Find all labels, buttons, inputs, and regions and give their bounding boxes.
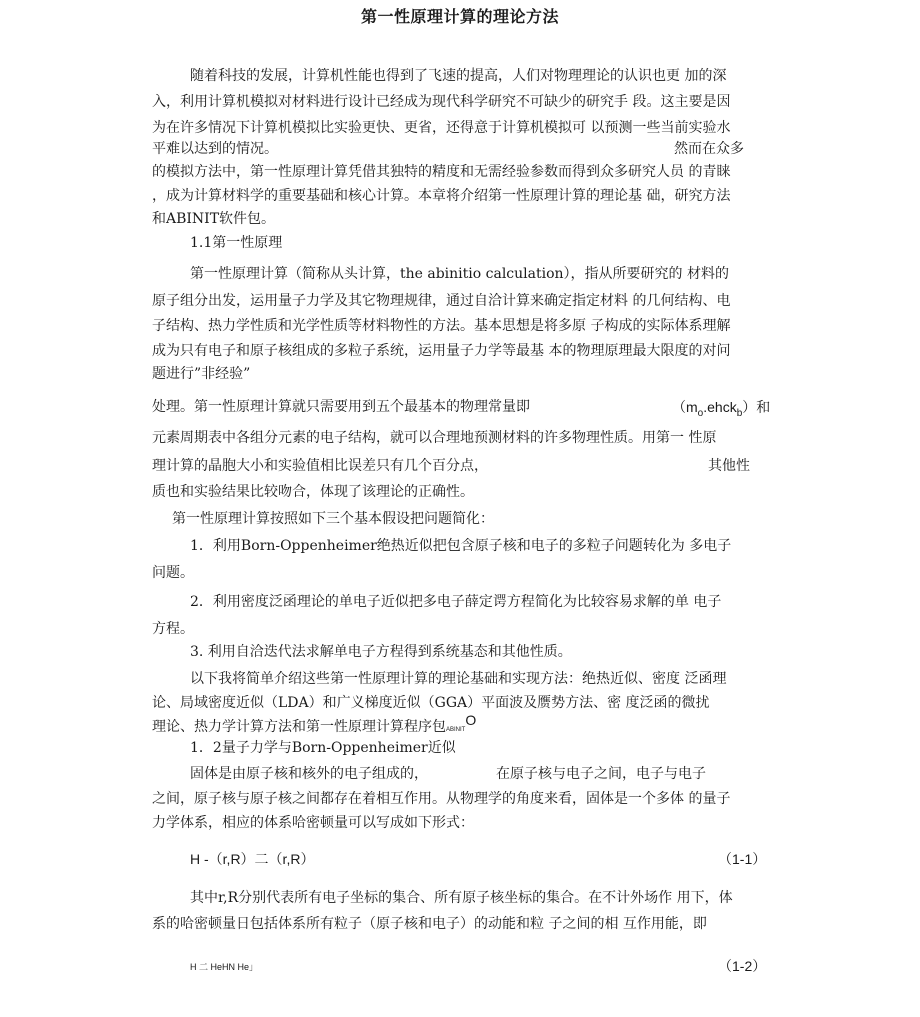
- assumption-3: 3. 利用自洽迭代法求解单电子方程得到系统基态和其他性质。: [190, 644, 572, 660]
- physical-constants: [672, 397, 770, 424]
- para3-line-2: 元素周期表中各组分元素的电子结构，就可以合理地预测材料的许多物理性质。用第一 性原: [152, 430, 717, 446]
- para4-line-3: [152, 712, 477, 740]
- para3-line-3-right: 其他性: [708, 458, 750, 474]
- equation-1-2: H 二 HeHN He」: [190, 962, 259, 972]
- para5-line-2: 之间，原子核与原子核之间都存在着相互作用。从物理学的角度来看，固体是一个多体 的量子: [152, 791, 731, 807]
- equation-1-1-number: （1-1）: [718, 851, 767, 867]
- equation-1-2-number: （1-2）: [718, 958, 767, 974]
- para5-line-3: 力学体系，相应的体系哈密顿量可以写成如下形式：: [152, 815, 474, 831]
- para3-line-1: 处理。第一性原理计算就只需要用到五个最基本的物理常量即: [152, 399, 530, 415]
- page-title: 第一性原理计算的理论方法: [360, 7, 559, 26]
- abinit-tiny-label: ABINIT: [446, 727, 466, 733]
- intro-line-6: ，成为计算材料学的重要基础和核心计算。本章将介绍第一性原理计算的理论基 础，研究方法: [152, 188, 731, 204]
- intro-line-2: 入，利用计算机模拟对材料进行设计已经成为现代科学研究不可缺少的研究手 段。这主要是因: [152, 94, 731, 110]
- para2-line-2: 原子组分出发，运用量子力学及其它物理规律，通过自洽计算来确定指定材料 的几何结构、电: [152, 293, 731, 309]
- constants-sub-b: b: [736, 407, 743, 419]
- constants-mid: .ehck: [703, 399, 737, 415]
- intro-line-4: 平难以达到的情况。: [152, 141, 278, 157]
- para6-line-1: 其中r,R分别代表所有电子坐标的集合、所有原子核坐标的集合。在不计外场作 用下，体: [190, 890, 733, 906]
- assumption-2: 2．利用密度泛函理论的单电子近似把多电子薛定谔方程简化为比较容易求解的单 电子: [190, 594, 722, 610]
- intro-line-5: 的模拟方法中，第一性原理计算凭借其独特的精度和无需经验参数而得到众多研究人员 的青睐: [152, 164, 731, 180]
- constants-sub-o: o: [697, 407, 704, 419]
- para2-line-5: 题进行”非经验”: [152, 366, 251, 382]
- para3-line-3: 理计算的晶胞大小和实验值相比误差只有几个百分点，: [152, 458, 488, 474]
- assumption-intro: 第一性原理计算按照如下三个基本假设把问题简化：: [172, 511, 494, 527]
- para5-line-1-right: 在原子核与电子之间，电子与电子: [496, 766, 706, 782]
- para2-line-1: 第一性原理计算（简称从头计算，the abinitio calculation），指从所要研究的 材料的: [190, 266, 729, 282]
- section-heading-1-1: 1.1第一性原理: [190, 235, 283, 251]
- abinit-mark: O: [465, 712, 477, 728]
- section-heading-1-2: 1．2量子力学与Born-Oppenheimer近似: [190, 740, 456, 756]
- assumption-2-cont: 方程。: [152, 621, 194, 637]
- constants-close: ）和: [742, 399, 771, 415]
- para4-line-1: 以下我将简单介绍这些第一性原理计算的理论基础和实现方法：绝热近似、密度 泛函理: [190, 671, 727, 687]
- constants-open: （m: [672, 399, 698, 415]
- para3-line-4: 质也和实验结果比较吻合，体现了该理论的正确性。: [152, 484, 474, 500]
- intro-line-1: 随着科技的发展，计算机性能也得到了飞速的提高，人们对物理理论的认识也更 加的深: [190, 68, 727, 84]
- assumption-1: 1．利用Born-Oppenheimer绝热近似把包含原子核和电子的多粒子问题转化为 多电子: [190, 538, 732, 554]
- intro-line-7: 和ABINIT软件包。: [152, 211, 276, 227]
- para5-line-1: 固体是由原子核和核外的电子组成的，: [190, 766, 428, 782]
- para4-line-3-text: 理论、热力学计算方法和第一性原理计算程序包: [152, 719, 446, 735]
- intro-line-4-right: 然而在众多: [674, 141, 744, 157]
- para2-line-4: 成为只有电子和原子核组成的多粒子系统，运用量子力学等最基 本的物理原理最大限度的对问: [152, 343, 731, 359]
- para2-line-3: 子结构、热力学性质和光学性质等材料物性的方法。基本思想是将多原 子构成的实际体系理解: [152, 318, 731, 334]
- assumption-1-cont: 问题。: [152, 565, 194, 581]
- equation-1-1: H -（r,R）二（r,R）: [190, 851, 315, 867]
- intro-line-3: 为在许多情况下计算机模拟比实验更快、更省，还得意于计算机模拟可 以预测一些当前实验水: [152, 120, 731, 136]
- para4-line-2: 论、局域密度近似（LDA）和广义梯度近似（GGA）平面波及赝势方法、密 度泛函的微扰: [152, 695, 710, 711]
- para6-line-2: 系的哈密顿量日包括体系所有粒子（原子核和电子）的动能和粒 子之间的相 互作用能，即: [152, 916, 707, 932]
